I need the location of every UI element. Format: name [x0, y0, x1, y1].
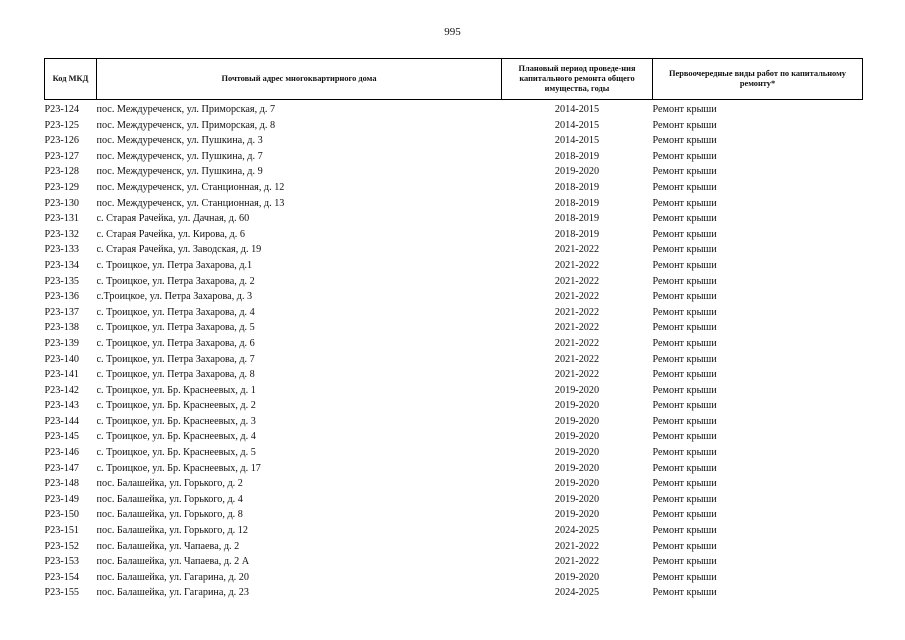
cell-period: 2021-2022 — [554, 369, 600, 381]
cell-works: Ремонт крыши — [652, 244, 717, 256]
cell-code: Р23-155 — [44, 587, 80, 599]
cell-period: 2019-2020 — [554, 478, 600, 490]
cell-works: Ремонт крыши — [652, 415, 717, 427]
cell-code: Р23-144 — [44, 415, 80, 427]
table-row — [45, 274, 863, 290]
cell-code: Р23-129 — [44, 181, 80, 193]
cell-code: Р23-141 — [44, 369, 80, 381]
cell-works: Ремонт крыши — [652, 228, 717, 240]
cell-code: Р23-149 — [44, 493, 80, 505]
cell-period: 2021-2022 — [554, 322, 600, 334]
cell-code: Р23-146 — [44, 447, 80, 459]
table-row — [45, 258, 863, 274]
cell-code: Р23-128 — [44, 166, 80, 178]
cell-code: Р23-134 — [44, 259, 80, 271]
cell-address: с. Троицкое, ул. Бр. Краснеевых, д. 3 — [96, 415, 256, 427]
header-code: Код МКД — [45, 59, 97, 100]
cell-works: Ремонт крыши — [652, 322, 717, 334]
cell-code: Р23-131 — [44, 213, 80, 225]
cell-address: пос. Балашейка, ул. Чапаева, д. 2 А — [96, 556, 250, 568]
cell-address: пос. Междуреченск, ул. Пушкина, д. 3 — [96, 135, 263, 147]
cell-period: 2019-2020 — [554, 571, 600, 583]
cell-code: Р23-143 — [44, 400, 80, 412]
table-row — [45, 414, 863, 430]
cell-code: Р23-140 — [44, 353, 80, 365]
header-address: Почтовый адрес многоквартирного дома — [97, 59, 502, 100]
cell-works: Ремонт крыши — [652, 431, 717, 443]
table-row — [45, 320, 863, 336]
cell-period: 2014-2015 — [554, 119, 600, 131]
cell-code: Р23-130 — [44, 197, 80, 209]
cell-address: пос. Междуреченск, ул. Пушкина, д. 9 — [96, 166, 263, 178]
cell-address: с. Троицкое, ул. Петра Захарова, д.1 — [96, 259, 253, 271]
cell-address: пос. Междуреченск, ул. Пушкина, д. 7 — [96, 150, 263, 162]
cell-code: Р23-153 — [44, 556, 80, 568]
cell-code: Р23-124 — [44, 104, 80, 115]
table-row — [45, 242, 863, 258]
cell-works: Ремонт крыши — [652, 291, 717, 303]
repair-plan-table — [44, 58, 863, 601]
cell-address: с. Троицкое, ул. Бр. Краснеевых, д. 1 — [96, 384, 256, 396]
cell-period: 2014-2015 — [554, 135, 600, 147]
cell-code: Р23-133 — [44, 244, 80, 256]
cell-period: 2021-2022 — [554, 306, 600, 318]
cell-address: пос. Междуреченск, ул. Приморская, д. 8 — [96, 119, 276, 131]
table-row — [45, 180, 863, 196]
cell-address: с. Троицкое, ул. Бр. Краснеевых, д. 4 — [96, 431, 256, 443]
cell-code: Р23-148 — [44, 478, 80, 490]
cell-code: Р23-142 — [44, 384, 80, 396]
cell-period: 2019-2020 — [554, 509, 600, 521]
cell-address: пос. Балашейка, ул. Горького, д. 12 — [96, 525, 248, 537]
header-period: Плановый период проведе-ния капитального ремонта общего имущества, годы — [502, 59, 653, 100]
cell-address: с. Троицкое, ул. Бр. Краснеевых, д. 5 — [96, 447, 256, 459]
cell-code: Р23-145 — [44, 431, 80, 443]
cell-period: 2018-2019 — [554, 181, 600, 193]
cell-code: Р23-152 — [44, 540, 80, 552]
cell-works: Ремонт крыши — [652, 587, 717, 599]
cell-period: 2024-2025 — [554, 525, 600, 537]
table-row — [45, 227, 863, 243]
cell-address: с. Троицкое, ул. Петра Захарова, д. 6 — [96, 337, 255, 349]
cell-address: пос. Балашейка, ул. Горького, д. 4 — [96, 493, 243, 505]
cell-works: Ремонт крыши — [652, 462, 717, 474]
cell-address: пос. Балашейка, ул. Горького, д. 8 — [96, 509, 243, 521]
cell-works: Ремонт крыши — [652, 556, 717, 568]
cell-address: с. Троицкое, ул. Петра Захарова, д. 8 — [96, 369, 255, 381]
table-row — [45, 196, 863, 212]
table-row — [45, 461, 863, 477]
cell-code: Р23-127 — [44, 150, 80, 162]
cell-period: 2021-2022 — [554, 275, 600, 287]
cell-period: 2014-2015 — [554, 104, 600, 115]
cell-address: пос. Междуреченск, ул. Станционная, д. 12 — [96, 181, 285, 193]
cell-period: 2019-2020 — [554, 447, 600, 459]
table-row — [45, 429, 863, 445]
cell-address: пос. Балашейка, ул. Гагарина, д. 20 — [96, 571, 249, 583]
table-row — [45, 398, 863, 414]
cell-works: Ремонт крыши — [652, 571, 717, 583]
cell-address: с. Троицкое, ул. Петра Захарова, д. 2 — [96, 275, 255, 287]
table-row — [45, 133, 863, 149]
table-row — [45, 523, 863, 539]
cell-period: 2021-2022 — [554, 556, 600, 568]
cell-address: с. Троицкое, ул. Бр. Краснеевых, д. 17 — [96, 462, 261, 474]
cell-works: Ремонт крыши — [652, 509, 717, 521]
cell-address: пос. Междуреченск, ул. Приморская, д. 7 — [96, 104, 276, 115]
cell-period: 2019-2020 — [554, 384, 600, 396]
cell-period: 2021-2022 — [554, 291, 600, 303]
table-header — [45, 59, 863, 100]
cell-period: 2021-2022 — [554, 353, 600, 365]
table-row — [45, 539, 863, 555]
cell-works: Ремонт крыши — [652, 337, 717, 349]
table-row — [45, 445, 863, 461]
cell-code: Р23-126 — [44, 135, 80, 147]
cell-address: пос. Балашейка, ул. Гагарина, д. 23 — [96, 587, 249, 599]
cell-period: 2021-2022 — [554, 259, 600, 271]
cell-code: Р23-150 — [44, 509, 80, 521]
cell-works: Ремонт крыши — [652, 259, 717, 271]
cell-address: пос. Балашейка, ул. Горького, д. 2 — [96, 478, 243, 490]
table-row — [45, 289, 863, 305]
cell-works: Ремонт крыши — [652, 400, 717, 412]
cell-period: 2019-2020 — [554, 493, 600, 505]
cell-period: 2018-2019 — [554, 213, 600, 225]
cell-address: с. Троицкое, ул. Петра Захарова, д. 5 — [96, 322, 255, 334]
cell-period: 2021-2022 — [554, 337, 600, 349]
cell-works: Ремонт крыши — [652, 119, 717, 131]
cell-address: с. Троицкое, ул. Петра Захарова, д. 7 — [96, 353, 255, 365]
cell-code: Р23-136 — [44, 291, 80, 303]
cell-works: Ремонт крыши — [652, 525, 717, 537]
cell-works: Ремонт крыши — [652, 306, 717, 318]
table-row — [45, 507, 863, 523]
table-row — [45, 211, 863, 227]
cell-code: Р23-135 — [44, 275, 80, 287]
cell-works: Ремонт крыши — [652, 213, 717, 225]
cell-period: 2019-2020 — [554, 415, 600, 427]
table-row — [45, 336, 863, 352]
cell-code: Р23-125 — [44, 119, 80, 131]
cell-code: Р23-151 — [44, 525, 80, 537]
table-row — [45, 492, 863, 508]
cell-address: с. Старая Рачейка, ул. Кирова, д. 6 — [96, 228, 245, 240]
cell-address: с. Старая Рачейка, ул. Дачная, д. 60 — [96, 213, 250, 225]
cell-works: Ремонт крыши — [652, 135, 717, 147]
cell-works: Ремонт крыши — [652, 540, 717, 552]
table-row — [45, 305, 863, 321]
cell-works: Ремонт крыши — [652, 478, 717, 490]
cell-period: 2021-2022 — [554, 244, 600, 256]
cell-period: 2019-2020 — [554, 166, 600, 178]
table-row — [45, 352, 863, 368]
table-row — [45, 554, 863, 570]
cell-works: Ремонт крыши — [652, 197, 717, 209]
cell-address: с. Троицкое, ул. Петра Захарова, д. 4 — [96, 306, 255, 318]
cell-code: Р23-137 — [44, 306, 80, 318]
cell-period: 2018-2019 — [554, 228, 600, 240]
cell-code: Р23-147 — [44, 462, 80, 474]
cell-address: пос. Балашейка, ул. Чапаева, д. 2 — [96, 540, 240, 552]
table-body — [45, 100, 863, 602]
table-row — [45, 164, 863, 180]
cell-works: Ремонт крыши — [652, 150, 717, 162]
cell-address: с. Старая Рачейка, ул. Заводская, д. 19 — [96, 244, 262, 256]
cell-works: Ремонт крыши — [652, 369, 717, 381]
cell-code: Р23-139 — [44, 337, 80, 349]
cell-works: Ремонт крыши — [652, 384, 717, 396]
cell-period: 2019-2020 — [554, 462, 600, 474]
cell-period: 2019-2020 — [554, 400, 600, 412]
table-row — [45, 570, 863, 586]
cell-works: Ремонт крыши — [652, 447, 717, 459]
cell-works: Ремонт крыши — [652, 353, 717, 365]
cell-code: Р23-154 — [44, 571, 80, 583]
cell-period: 2018-2019 — [554, 197, 600, 209]
cell-period: 2024-2025 — [554, 587, 600, 599]
cell-address: пос. Междуреченск, ул. Станционная, д. 13 — [96, 197, 285, 209]
table-row — [45, 118, 863, 134]
page-number: 995 — [444, 26, 461, 38]
cell-period: 2019-2020 — [554, 431, 600, 443]
header-works: Первоочередные виды работ по капитальному ремонту* — [653, 59, 863, 100]
cell-works: Ремонт крыши — [652, 181, 717, 193]
cell-works: Ремонт крыши — [652, 104, 717, 115]
cell-address: с. Троицкое, ул. Бр. Краснеевых, д. 2 — [96, 400, 256, 412]
table-row — [45, 585, 863, 601]
cell-period: 2018-2019 — [554, 150, 600, 162]
table-row — [45, 476, 863, 492]
cell-works: Ремонт крыши — [652, 275, 717, 287]
cell-works: Ремонт крыши — [652, 166, 717, 178]
table-row — [45, 367, 863, 383]
table-row — [45, 383, 863, 399]
cell-address: с.Троицкое, ул. Петра Захарова, д. 3 — [96, 291, 253, 303]
cell-period: 2021-2022 — [554, 540, 600, 552]
table-row — [45, 100, 863, 118]
header-row — [45, 59, 863, 100]
table-row — [45, 149, 863, 165]
cell-works: Ремонт крыши — [652, 493, 717, 505]
cell-code: Р23-132 — [44, 228, 80, 240]
cell-code: Р23-138 — [44, 322, 80, 334]
